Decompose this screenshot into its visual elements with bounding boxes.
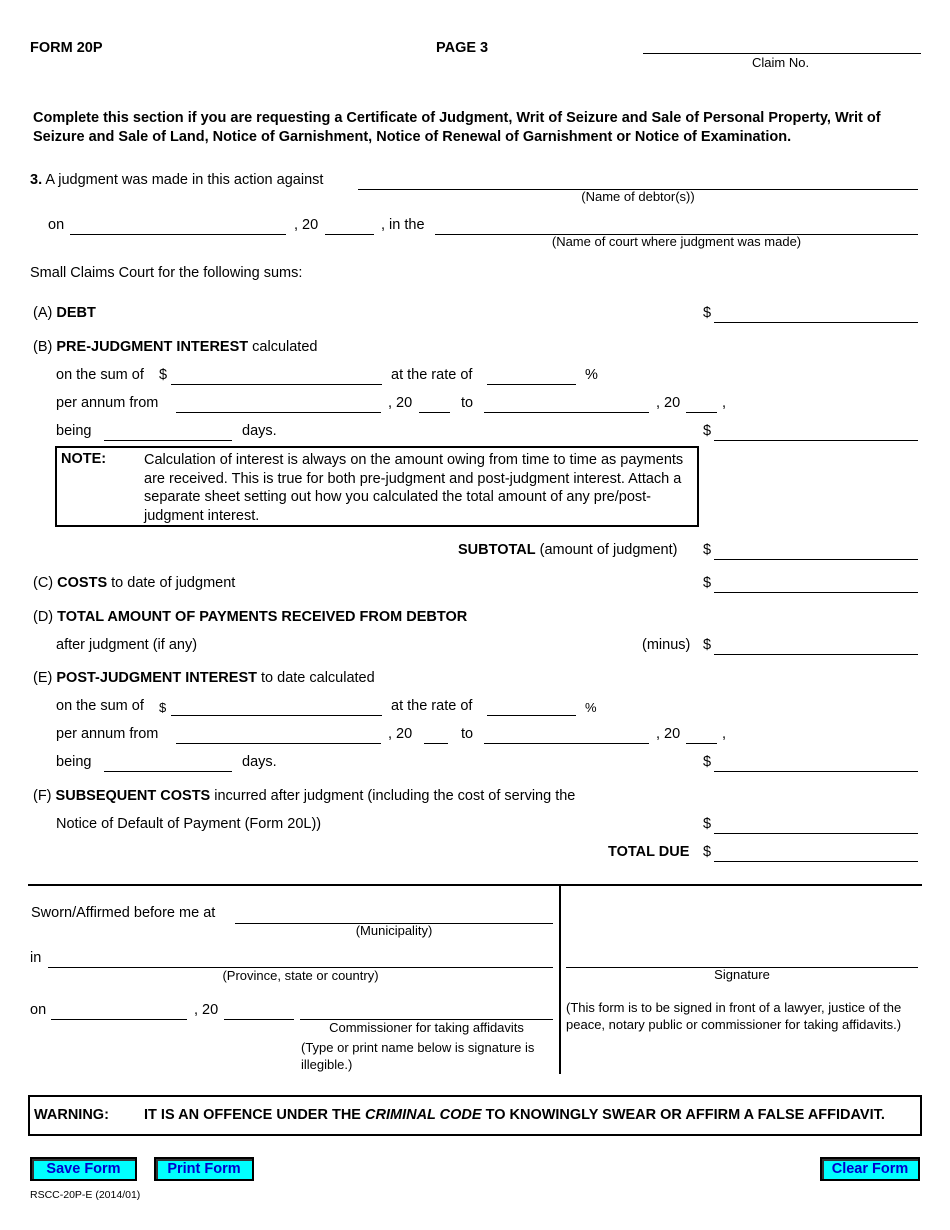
warning-text-code: CRIMINAL CODE	[365, 1107, 482, 1123]
costs-title: COSTS	[57, 575, 108, 591]
e-comma: ,	[722, 726, 727, 742]
note-label: NOTE:	[61, 451, 107, 467]
dollar-sign: $	[703, 754, 712, 770]
warning-box	[28, 1095, 922, 1136]
small-claims-text: Small Claims Court for the following sums:	[30, 265, 303, 281]
municipality-input[interactable]	[235, 905, 553, 924]
subsequent-costs-title: SUBSEQUENT COSTS	[55, 788, 211, 804]
in-label: in	[30, 950, 42, 966]
b-rate-input[interactable]	[487, 366, 576, 385]
dollar-sign: $	[703, 637, 712, 653]
payments-heading	[33, 609, 467, 625]
e-from-year-input[interactable]	[424, 725, 448, 744]
payments-title: TOTAL AMOUNT OF PAYMENTS RECEIVED FROM DEBTOR	[57, 609, 468, 625]
save-form-button[interactable]: Save Form	[30, 1157, 137, 1181]
payments-line2: after judgment (if any)	[56, 637, 198, 653]
postjudgment-letter: (E)	[33, 670, 53, 686]
e-on-sum-label: on the sum of	[56, 698, 144, 714]
prejudgment-title: PRE-JUDGMENT INTEREST	[56, 339, 249, 355]
b-rate-label: at the rate of	[391, 367, 473, 383]
b-per-annum-label: per annum from	[56, 395, 159, 411]
payments-amount-input[interactable]	[714, 636, 918, 655]
warning-text	[144, 1107, 885, 1123]
province-caption: (Province, state or country)	[222, 968, 379, 983]
signature-input[interactable]	[566, 949, 918, 968]
warning-text-a: IT IS AN OFFENCE UNDER THE	[144, 1107, 361, 1123]
prejudgment-heading	[33, 339, 317, 355]
total-due-input[interactable]	[714, 843, 918, 862]
e-per-annum-label: per annum from	[56, 726, 159, 742]
subsequent-costs-line2: Notice of Default of Payment (Form 20L))	[56, 816, 322, 832]
note-text: Calculation of interest is always on the amount owing from time to time as payments are received. This is true for both pre-judgment and post-judgment interest. Attach a separate sheet setting out how you calculated the total amount of any pre/post-judgment interest.	[144, 452, 684, 524]
subtotal-label	[458, 542, 677, 558]
b-to-label: to	[461, 395, 474, 411]
section-number: 3.	[30, 172, 43, 188]
sworn-year-input[interactable]	[224, 1001, 294, 1020]
e-sum-input[interactable]	[171, 697, 382, 716]
clear-form-button[interactable]: Clear Form	[820, 1157, 920, 1181]
form-id: FORM 20P	[30, 40, 103, 56]
total-due-label: TOTAL DUE	[608, 844, 690, 860]
minus-label: (minus)	[642, 637, 691, 653]
dollar-sign: $	[703, 423, 712, 439]
prejudgment-rest: calculated	[252, 339, 318, 355]
b-on-sum-label: on the sum of	[56, 367, 144, 383]
b-from-date-input[interactable]	[176, 394, 381, 413]
subtotal-title: SUBTOTAL	[458, 542, 536, 558]
claim-no-input[interactable]	[643, 35, 921, 54]
b-sum-input[interactable]	[171, 366, 382, 385]
debt-title: DEBT	[56, 305, 96, 321]
sworn-divider	[28, 884, 922, 886]
subsequent-costs-rest: incurred after judgment (including the cost of serving the	[214, 788, 576, 804]
b-days-label: days.	[242, 423, 277, 439]
comma-20-label: , 20	[294, 217, 319, 233]
municipality-caption: (Municipality)	[355, 923, 433, 938]
debt-heading	[33, 305, 96, 321]
on-label: on	[48, 217, 65, 233]
prejudgment-letter: (B)	[33, 339, 53, 355]
dollar-sign: $	[703, 844, 712, 860]
subsequent-costs-letter: (F)	[33, 788, 52, 804]
b-to-year-input[interactable]	[686, 394, 717, 413]
commissioner-input[interactable]	[300, 1001, 553, 1020]
costs-rest: to date of judgment	[111, 575, 236, 591]
b-percent: %	[585, 367, 598, 383]
type-print-caption: (Type or print name below is signature is illegible.)	[301, 1040, 535, 1072]
intro-text: Complete this section if you are requesting a Certificate of Judgment, Writ of Seizure and Sale of Personal Property, Writ of Seizure and Sale of Land, Notice of Garnishment, Notice of Renewal of Garnishment or Notice of Examination.	[33, 110, 881, 145]
e-days-input[interactable]	[104, 753, 232, 772]
subsequent-costs-amount-input[interactable]	[714, 815, 918, 834]
e-days-label: days.	[242, 754, 277, 770]
sworn-before-label: Sworn/Affirmed before me at	[31, 905, 216, 921]
subtotal-amount-input[interactable]	[714, 541, 918, 560]
print-form-button[interactable]: Print Form	[154, 1157, 254, 1181]
postjudgment-rest: to date calculated	[261, 670, 375, 686]
e-to-comma-20: , 20	[656, 726, 681, 742]
sworn-date-input[interactable]	[51, 1001, 187, 1020]
b-comma: ,	[722, 395, 727, 411]
judgment-year-input[interactable]	[325, 216, 374, 235]
dollar-sign: $	[703, 575, 712, 591]
in-the-label: , in the	[381, 217, 425, 233]
dollar-sign: $	[703, 305, 712, 321]
b-to-date-input[interactable]	[484, 394, 649, 413]
costs-heading	[33, 575, 235, 591]
postjudgment-amount-input[interactable]	[714, 753, 918, 772]
court-caption: (Name of court where judgment was made)	[551, 234, 802, 249]
section-3-label: A judgment was made in this action against	[45, 172, 324, 188]
e-from-date-input[interactable]	[176, 725, 381, 744]
costs-letter: (C)	[33, 575, 54, 591]
e-being-label: being	[56, 754, 92, 770]
warning-text-b: TO KNOWINGLY SWEAR OR AFFIRM A FALSE AFFIDAVIT.	[485, 1107, 885, 1123]
e-rate-input[interactable]	[487, 697, 576, 716]
e-to-label: to	[461, 726, 474, 742]
dollar-sign: $	[703, 816, 712, 832]
sworn-on-label: on	[30, 1002, 47, 1018]
signature-caption: Signature	[714, 967, 770, 982]
b-sum-dollar: $	[159, 367, 168, 383]
sworn-comma-20: , 20	[194, 1002, 219, 1018]
debtor-name-input[interactable]	[358, 171, 918, 190]
e-percent: %	[585, 700, 597, 715]
postjudgment-heading	[33, 670, 375, 686]
payments-letter: (D)	[33, 609, 54, 625]
b-from-comma-20: , 20	[388, 395, 413, 411]
judgment-date-input[interactable]	[70, 216, 286, 235]
subtotal-rest: (amount of judgment)	[539, 542, 678, 558]
b-to-comma-20: , 20	[656, 395, 681, 411]
note-box	[55, 446, 699, 527]
section-3-text	[30, 172, 323, 188]
claim-no-label: Claim No.	[752, 55, 810, 70]
debt-amount-input[interactable]	[714, 304, 918, 323]
dollar-sign: $	[703, 542, 712, 558]
e-rate-label: at the rate of	[391, 698, 473, 714]
e-sum-dollar: $	[159, 700, 167, 715]
prejudgment-amount-input[interactable]	[714, 422, 918, 441]
e-to-year-input[interactable]	[686, 725, 717, 744]
debtor-caption: (Name of debtor(s))	[581, 189, 695, 204]
costs-amount-input[interactable]	[714, 574, 918, 593]
debt-letter: (A)	[33, 305, 53, 321]
sign-note: (This form is to be signed in front of a lawyer, justice of the peace, notary public or commissioner for taking affidavits.)	[566, 1000, 902, 1032]
postjudgment-title: POST-JUDGMENT INTEREST	[56, 670, 257, 686]
commissioner-caption: Commissioner for taking affidavits	[329, 1020, 524, 1035]
b-from-year-input[interactable]	[419, 394, 450, 413]
e-to-date-input[interactable]	[484, 725, 649, 744]
e-from-comma-20: , 20	[388, 726, 413, 742]
province-input[interactable]	[48, 949, 553, 968]
footer-code: RSCC-20P-E (2014/01)	[30, 1189, 141, 1201]
b-being-label: being	[56, 423, 92, 439]
subsequent-costs-heading	[33, 788, 575, 804]
warning-label: WARNING:	[34, 1107, 109, 1123]
b-days-input[interactable]	[104, 422, 232, 441]
page-number: PAGE 3	[436, 40, 489, 56]
sworn-vertical-divider	[559, 884, 561, 1074]
court-name-input[interactable]	[435, 216, 918, 235]
